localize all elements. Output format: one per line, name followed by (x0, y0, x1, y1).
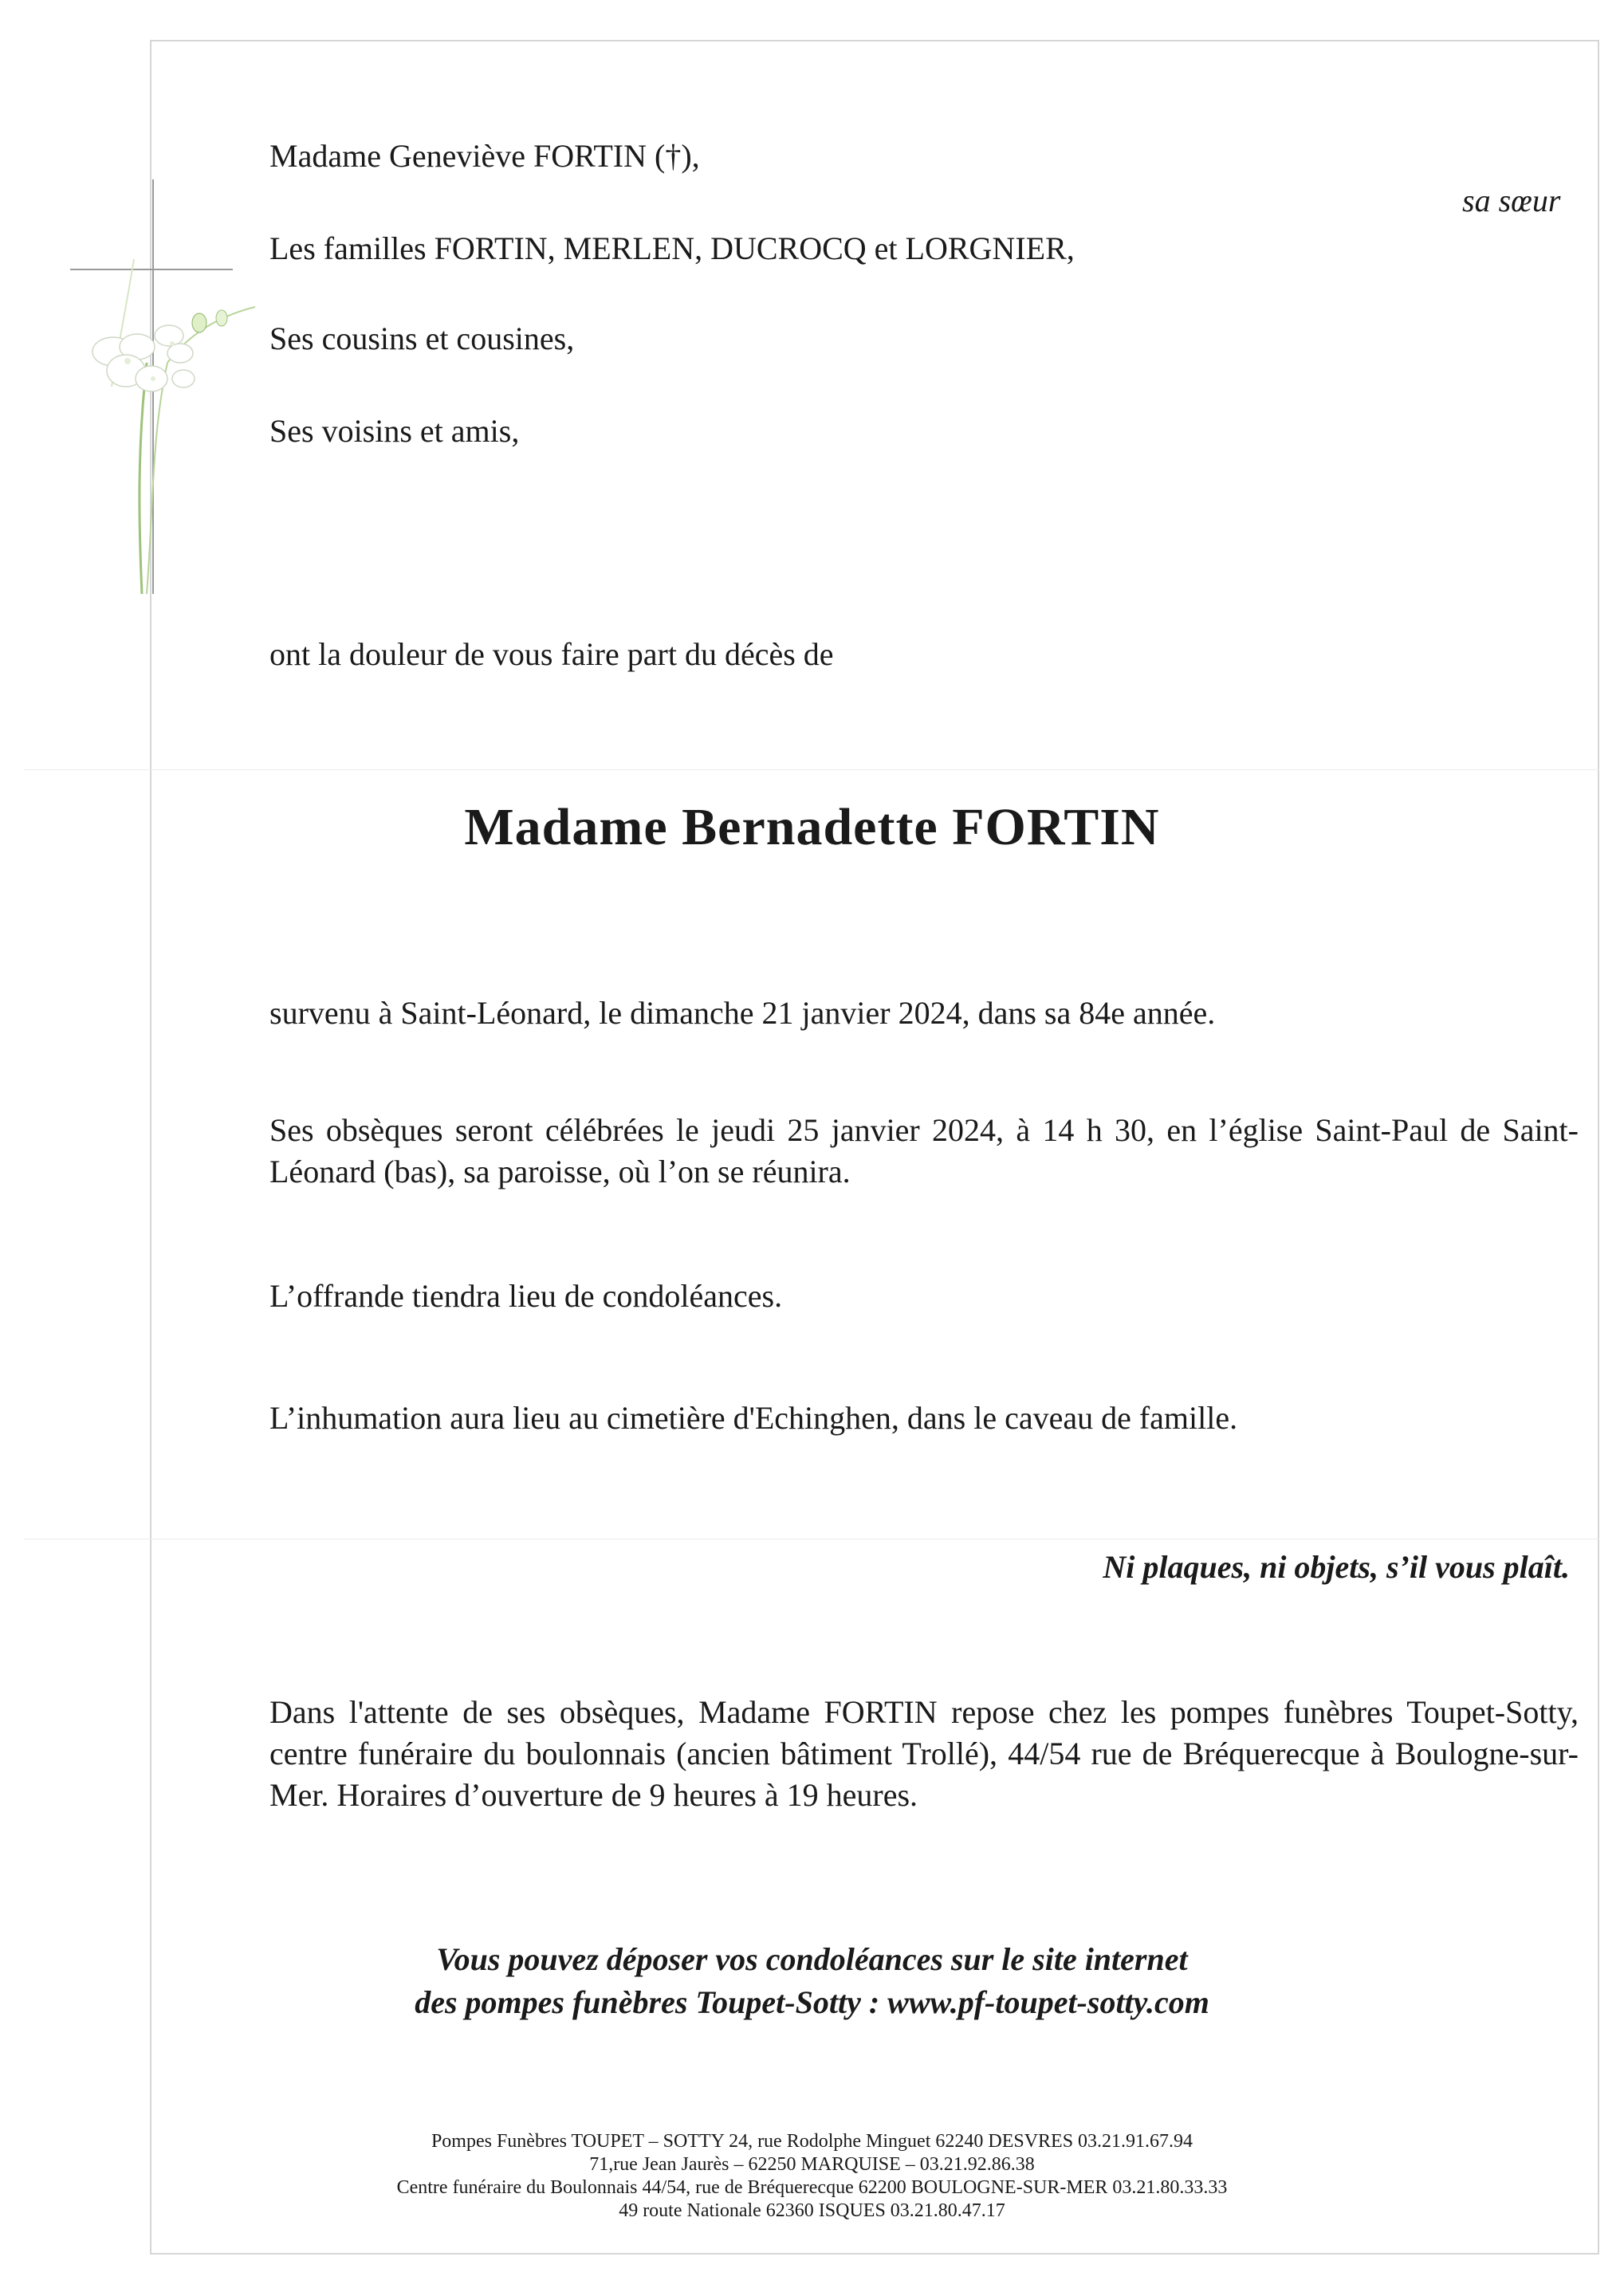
family-line-sister: Madame Geneviève FORTIN (†), (269, 138, 700, 174)
resting-place-info: Dans l'attente de ses obsèques, Madame FORTIN repose chez les pompes funèbres Toupet-Sotty, centre funéraire du boulonnais (ancien bâtiment Trollé), 44/54 rue de Bréquerecque à Boulogne-sur-Mer. Horaires d’ouverture de 9 heures à 19 heures. (269, 1694, 1579, 1813)
fold-line-top (24, 769, 1599, 770)
funeral-details: Ses obsèques seront célébrées le jeudi 25 janvier 2024, à 14 h 30, en l’église Saint-Paul de Saint-Léonard (bas), sa paroisse, où l’on se réunira. (269, 1112, 1579, 1189)
family-line-neighbours: Ses voisins et amis, (269, 413, 520, 449)
family-line-cousins: Ses cousins et cousines, (269, 320, 575, 356)
family-line-families: Les familles FORTIN, MERLEN, DUCROCQ et LORGNIER, (269, 230, 1075, 266)
no-flowers-notice: Ni plaques, ni objets, s’il vous plaît. (1103, 1549, 1570, 1585)
condolences-line-1: Vous pouvez déposer vos condoléances sur le site internet (436, 1941, 1188, 1977)
footer-line-isques: 49 route Nationale 62360 ISQUES 03.21.80.47.17 (619, 2200, 1005, 2221)
announcement-line: ont la douleur de vous faire part du décès de (269, 636, 834, 672)
condolences-line-2: des pompes funèbres Toupet-Sotty : www.pf-toupet-sotty.com (415, 1984, 1209, 2020)
burial-details: L’inhumation aura lieu au cimetière d'Echinghen, dans le caveau de famille. (269, 1400, 1238, 1436)
relation-sister: sa sœur (1462, 183, 1561, 218)
footer-line-marquise: 71,rue Jean Jaurès – 62250 MARQUISE – 03.21.92.86.38 (589, 2154, 1035, 2175)
death-details: survenu à Saint-Léonard, le dimanche 21 janvier 2024, dans sa 84e année. (269, 995, 1216, 1031)
cross-with-white-orchids-icon (64, 179, 255, 602)
deceased-name: Madame Bernadette FORTIN (464, 798, 1160, 856)
footer-line-desvres: Pompes Funèbres TOUPET – SOTTY 24, rue Rodolphe Minguet 62240 DESVRES 03.21.91.67.94 (431, 2131, 1193, 2152)
footer-line-boulogne: Centre funéraire du Boulonnais 44/54, rue de Bréquerecque 62200 BOULOGNE-SUR-MER 03.21.80.33.33 (396, 2177, 1228, 2198)
funeral-home-footer (0, 2130, 1624, 2223)
offering-details: L’offrande tiendra lieu de condoléances. (269, 1278, 783, 1314)
